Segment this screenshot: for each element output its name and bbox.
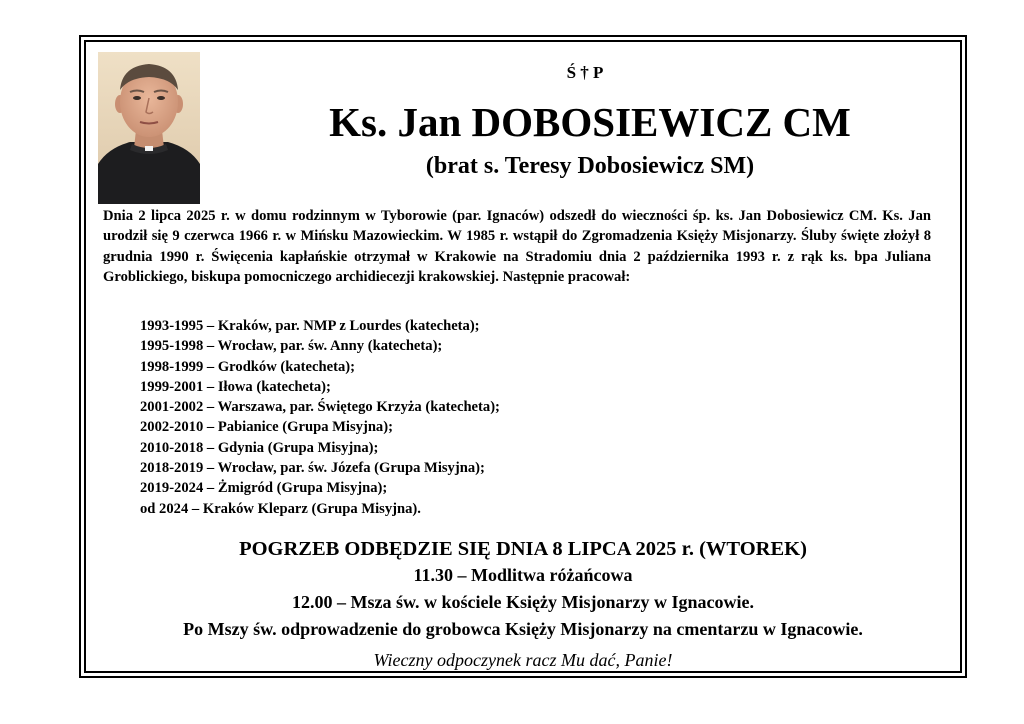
assignments-list bbox=[140, 316, 500, 519]
assignment-item: 2018-2019 – Wrocław, par. św. Józefa (Grupa Misyjna); bbox=[140, 460, 485, 477]
relation-subtitle: (brat s. Teresy Dobosiewicz SM) bbox=[425, 153, 755, 179]
portrait-photo bbox=[98, 52, 200, 204]
assignment-item: 2001-2002 – Warszawa, par. Świętego Krzyża (katecheta); bbox=[140, 399, 500, 416]
sp-header: Ś † P bbox=[566, 63, 604, 82]
biography-paragraph: Dnia 2 lipca 2025 r. w domu rodzinnym w Tyborowie (par. Ignaców) odszedł do wieczności śp. ks. Jan Dobosiewicz CM. Ks. Jan urodził się 9 czerwca 1966 r. w Mińsku Mazowieckim. W 1985 r. wstąpił do Zgromadzenia Księży Misjonarzy. Śluby święte złożył 8 grudnia 1990 r. Święcenia kapłańskie otrzymał w Krakowie na Stradomiu dnia 2 października 1993 r. z rąk ks. bpa Juliana Groblickiego, biskupa pomocniczego archidiecezji krakowskiej. Następnie pracował: bbox=[103, 208, 931, 285]
closing-prayer: Wieczny odpoczynek racz Mu dać, Panie! bbox=[373, 650, 673, 670]
assignment-item: 2002-2010 – Pabianice (Grupa Misyjna); bbox=[140, 419, 393, 436]
burial-info: Po Mszy św. odprowadzenie do grobowca Księży Misjonarzy na cmentarzu w Ignacowie. bbox=[183, 619, 863, 639]
rosary-time: 11.30 – Modlitwa różańcowa bbox=[413, 565, 633, 585]
assignment-item: 2010-2018 – Gdynia (Grupa Misyjna); bbox=[140, 439, 379, 456]
deceased-name: Ks. Jan DOBOSIEWICZ CM bbox=[329, 99, 851, 145]
portrait-illustration bbox=[98, 52, 200, 204]
assignment-item: 1998-1999 – Grodków (katecheta); bbox=[140, 358, 355, 375]
assignment-item: 2019-2024 – Żmigród (Grupa Misyjna); bbox=[140, 480, 388, 497]
assignment-item: 1993-1995 – Kraków, par. NMP z Lourdes (katecheta); bbox=[140, 318, 480, 334]
mass-time: 12.00 – Msza św. w kościele Księży Misjonarzy w Ignacowie. bbox=[292, 592, 754, 612]
funeral-heading: POGRZEB ODBĘDZIE SIĘ DNIA 8 LIPCA 2025 r. (WTOREK) bbox=[239, 538, 807, 560]
assignment-item: od 2024 – Kraków Kleparz (Grupa Misyjna). bbox=[140, 500, 421, 517]
assignment-item: 1999-2001 – Iłowa (katecheta); bbox=[140, 378, 331, 395]
assignment-item: 1995-1998 – Wrocław, par. św. Anny (katecheta); bbox=[140, 338, 443, 355]
